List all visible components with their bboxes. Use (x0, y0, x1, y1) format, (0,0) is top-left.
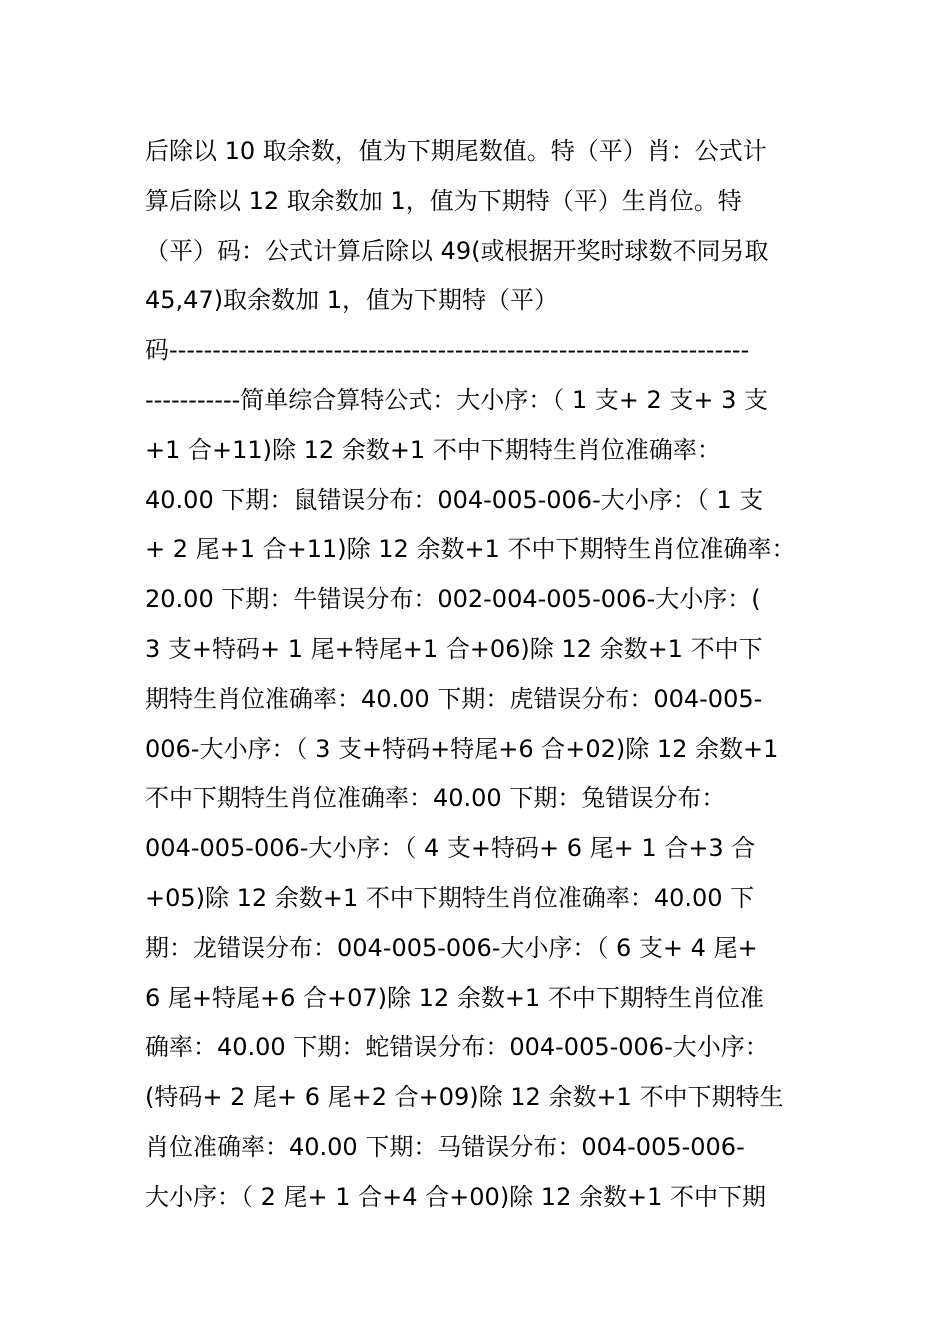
text-line: (特码+ 2 尾+ 6 尾+2 合+09)除 12 余数+1 不中下期特生 (145, 1083, 784, 1112)
text-line: 大小序：（ 2 尾+ 1 合+4 合+00)除 12 余数+1 不中下期 (145, 1182, 766, 1211)
text-line: 006-大小序：（ 3 支+特码+特尾+6 合+02)除 12 余数+1 (145, 734, 779, 763)
text-line: 6 尾+特尾+6 合+07)除 12 余数+1 不中下期特生肖位准 (145, 983, 764, 1012)
text-line: 3 支+特码+ 1 尾+特尾+1 合+06)除 12 余数+1 不中下 (145, 634, 763, 663)
text-line: +05)除 12 余数+1 不中下期特生肖位准确率：40.00 下 (145, 883, 755, 912)
text-line: + 2 尾+1 合+11)除 12 余数+1 不中下期特生肖位准确率： (145, 535, 796, 564)
text-line: 后除以 10 取余数，值为下期尾数值。特（平）肖：公式计 (145, 137, 767, 165)
text-line: 期特生肖位准确率：40.00 下期：虎错误分布：004-005- (145, 684, 763, 713)
text-line: 45,47)取余数加 1，值为下期特（平） (145, 286, 558, 315)
document-body (145, 127, 810, 1223)
text-line: 肖位准确率：40.00 下期：马错误分布：004-005-006- (145, 1132, 745, 1161)
text-line: 40.00 下期：鼠错误分布：004-005-006-大小序：（ 1 支 (145, 485, 764, 514)
text-line: -----------简单综合算特公式：大小序：（ 1 支+ 2 支+ 3 支 (145, 385, 769, 414)
text-line: （平）码：公式计算后除以 49(或根据开奖时球数不同另取 (145, 236, 769, 265)
text-line: 不中下期特生肖位准确率：40.00 下期：兔错误分布： (145, 784, 726, 813)
text-line: 算后除以 12 取余数加 1，值为下期特（平）生肖位。特 (145, 186, 742, 215)
text-line: 确率：40.00 下期：蛇错误分布：004-005-006-大小序： (145, 1033, 769, 1062)
text-line: 004-005-006-大小序：（ 4 支+特码+ 6 尾+ 1 合+3 合 (145, 834, 756, 863)
text-line: 20.00 下期：牛错误分布：002-004-005-006-大小序：( (145, 585, 761, 614)
text-line: 码------------------------------------------------------------------- (145, 336, 750, 365)
text-line: 期：龙错误分布：004-005-006-大小序：（ 6 支+ 4 尾+ (145, 933, 758, 962)
text-line: +1 合+11)除 12 余数+1 不中下期特生肖位准确率： (145, 435, 721, 464)
